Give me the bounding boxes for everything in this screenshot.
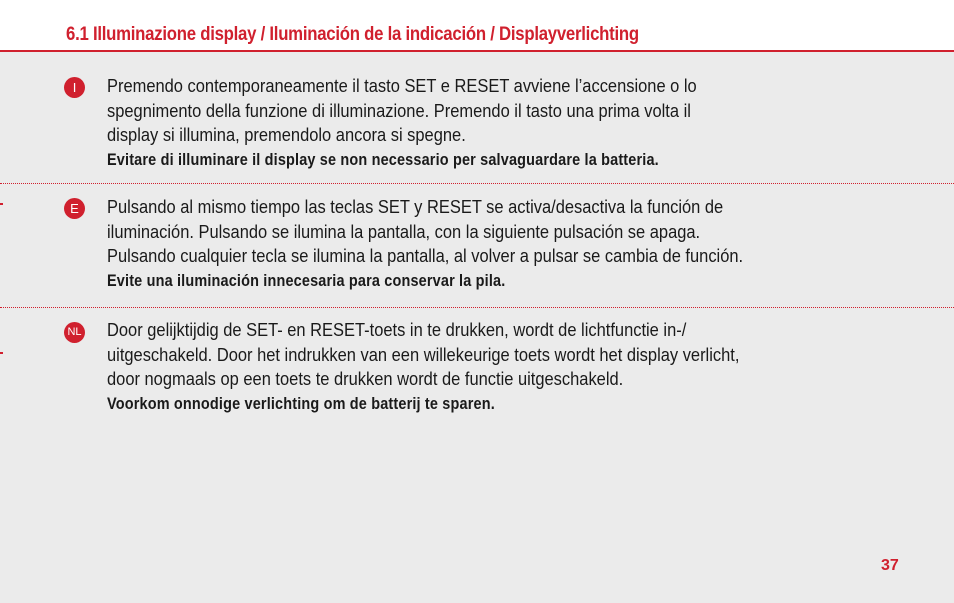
language-badge-dutch: NL bbox=[64, 322, 85, 343]
paragraph-line: iluminación. Pulsando se ilumina la pantalla, con la siguiente pulsación se apaga. bbox=[107, 220, 701, 242]
paragraph-line: Pulsando cualquier tecla se ilumina la pantalla, al volver a pulsar se cambia de función. bbox=[107, 245, 744, 266]
section-divider bbox=[0, 307, 954, 308]
page-header bbox=[0, 0, 954, 52]
paragraph-line: Door gelijktijdig de SET- en RESET-toets in te drukken, wordt de lichtfunctie in-/ bbox=[107, 319, 687, 340]
page-number: 37 bbox=[881, 557, 899, 574]
paragraph-line: spegnimento della funzione di illuminazione. Premendo il tasto una prima volta il bbox=[107, 99, 691, 121]
edge-mark bbox=[0, 352, 3, 354]
battery-warning: Evitare di illuminare il display se non necessario per salvaguardare la batteria. bbox=[107, 149, 659, 169]
section-italian-text bbox=[107, 74, 907, 172]
paragraph-line: Premendo contemporaneamente il tasto SET e RESET avviene l’accensione o lo bbox=[107, 75, 697, 96]
paragraph-line: Pulsando al mismo tiempo las teclas SET y RESET se activa/desactiva la función de bbox=[107, 196, 724, 217]
page-title: 6.1 Illuminazione display / Iluminación de la indicación / Displayverlichting bbox=[66, 23, 639, 45]
battery-warning: Voorkom onnodige verlichting om de batterij te sparen. bbox=[107, 393, 495, 413]
section-spanish-text bbox=[107, 195, 907, 293]
section-dutch-text bbox=[107, 318, 907, 416]
section-divider bbox=[0, 183, 954, 184]
language-badge-italian: I bbox=[64, 77, 85, 98]
battery-warning: Evite una iluminación innecesaria para conservar la pila. bbox=[107, 270, 506, 290]
paragraph-line: door nogmaals op een toets te drukken wordt de functie uitgeschakeld. bbox=[107, 368, 624, 389]
edge-mark bbox=[0, 203, 3, 205]
language-badge-spanish: E bbox=[64, 198, 85, 219]
paragraph-line: display si illumina, premendolo ancora si spegne. bbox=[107, 124, 466, 145]
paragraph-line: uitgeschakeld. Door het indrukken van een willekeurige toets wordt het display verlicht, bbox=[107, 343, 740, 365]
